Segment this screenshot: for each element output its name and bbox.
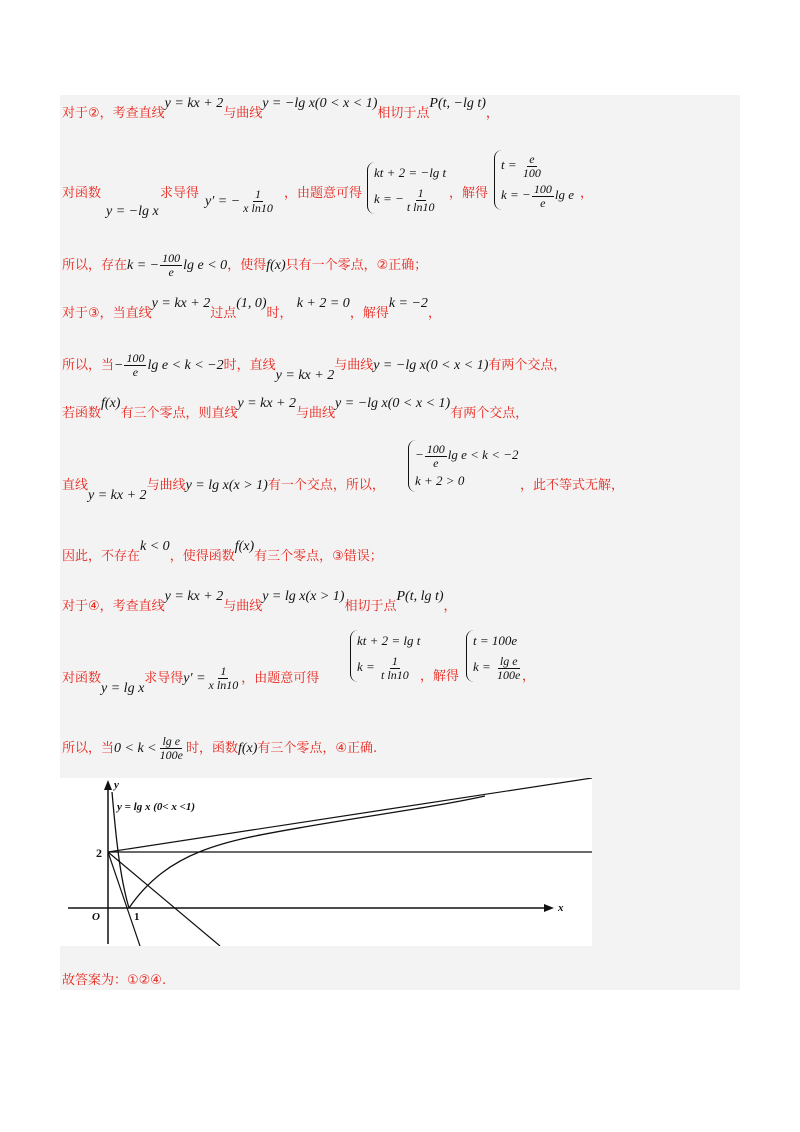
- line-2: [62, 182, 101, 201]
- text: 有三个零点，④正确.: [257, 741, 378, 756]
- equation: t = 100e: [473, 633, 518, 648]
- text: 只有一个零点，②正确；: [285, 258, 428, 273]
- line-10-end: [522, 665, 535, 684]
- text: 相切于点: [377, 106, 430, 121]
- equation-system-1: [367, 162, 446, 214]
- equation-system-2: [494, 150, 574, 210]
- graph-svg: [60, 778, 592, 946]
- y-tick-2: 2: [96, 846, 102, 860]
- text: 对函数: [62, 671, 102, 686]
- text: 与曲线: [223, 599, 263, 614]
- formula: y = kx + 2: [151, 296, 211, 311]
- formula: y = kx + 2: [275, 368, 335, 383]
- line-11: [62, 735, 377, 762]
- text: 相切于点: [344, 599, 397, 614]
- text: ，: [485, 106, 499, 121]
- equation: kt + 2 = −lg t: [374, 165, 447, 180]
- text: ，使得函数: [169, 549, 235, 564]
- line-2-end: [580, 182, 593, 201]
- text: 有一个交点，所以，: [267, 478, 385, 493]
- formula: y = lg x: [101, 681, 145, 696]
- formula: 0 < k <: [114, 741, 157, 756]
- text: ，: [522, 669, 536, 684]
- formula: y = kx + 2: [164, 96, 224, 111]
- fraction: $\frac{1}{\text{x ln10}}$: [208, 664, 239, 692]
- formula: P(t, −lg t): [429, 96, 486, 111]
- formula: lg e < 0: [183, 258, 228, 273]
- curve-label: y = lg x (0< x <1): [117, 801, 196, 813]
- fraction: $\frac{1}{\text{x ln10}}$: [243, 187, 273, 215]
- line-2-solve: [449, 182, 488, 201]
- text: 求导得: [160, 186, 200, 201]
- line-2-derivative: [205, 188, 276, 215]
- formula: y = lg x(x > 1): [262, 589, 345, 604]
- formula: y = −lg x(0 < x < 1): [335, 396, 451, 411]
- text: 若函数: [62, 406, 102, 421]
- inequality: k + 2 > 0: [415, 473, 465, 488]
- text: 时，: [266, 306, 293, 321]
- line-3: [62, 252, 427, 279]
- text: 对于②，考查直线: [62, 106, 165, 121]
- text: 与曲线: [296, 406, 336, 421]
- text: 过点: [210, 306, 237, 321]
- line-2-func: [106, 204, 159, 220]
- formula: P(t, lg t): [396, 589, 444, 604]
- y-axis-arrow: [104, 780, 112, 790]
- text: 与曲线: [334, 358, 374, 373]
- text: ，解得: [349, 306, 389, 321]
- text: ，: [580, 186, 594, 201]
- formula: f(x): [101, 396, 121, 411]
- line-10: [62, 664, 320, 696]
- formula: lg e < k < −2: [147, 358, 224, 373]
- line-6: [62, 396, 529, 422]
- line-8: [62, 539, 383, 565]
- text: 因此，不存在: [62, 549, 141, 564]
- formula: y = kx + 2: [237, 396, 297, 411]
- function-graph: [60, 778, 592, 946]
- text: ，解得: [420, 669, 460, 684]
- formula: k = −2: [388, 296, 428, 311]
- text: 对函数: [62, 186, 102, 201]
- equation: k = − $\frac{100}{e}$ lg e: [501, 181, 574, 210]
- text: 直线: [62, 478, 89, 493]
- line-7: [62, 474, 385, 503]
- line-7-end: [520, 474, 624, 493]
- text: 对于④，考查直线: [62, 599, 165, 614]
- text: 有两个交点，: [488, 358, 567, 373]
- text: 有三个零点，③错误；: [254, 549, 383, 564]
- y-axis-label: y: [114, 779, 119, 791]
- text: ，: [427, 306, 441, 321]
- equation: k = $\frac{\text{lg e}}{100e}$: [473, 653, 521, 682]
- text: 时，直线: [223, 358, 276, 373]
- answer-text: 故答案为：①②④.: [62, 973, 167, 988]
- formula: (1, 0): [236, 296, 267, 311]
- line-10-solve: [420, 665, 459, 684]
- origin-label: O: [92, 911, 100, 923]
- fraction: $\frac{100}{e}$: [162, 251, 181, 279]
- formula: y = lg x(x > 1): [185, 478, 268, 493]
- formula: k = −: [127, 258, 160, 273]
- x-axis-arrow: [544, 904, 554, 912]
- text: 所以，当: [62, 741, 115, 756]
- formula: f(x): [266, 258, 286, 273]
- formula: f(x): [234, 539, 255, 554]
- text: 与曲线: [223, 106, 263, 121]
- text: 有两个交点，: [450, 406, 529, 421]
- equation-system-3: [350, 630, 420, 682]
- text: 所以，存在: [62, 258, 128, 273]
- fraction: $\frac{100}{e}$: [126, 351, 145, 379]
- inequality-system: [408, 440, 519, 492]
- formula: −: [114, 358, 124, 373]
- text: 时，函数: [185, 741, 238, 756]
- line-through-1-0: [108, 852, 220, 946]
- line-4: [62, 296, 441, 322]
- formula: f(x): [237, 741, 258, 756]
- tangent-line-4: [108, 778, 592, 852]
- answer: [62, 969, 166, 988]
- line-5: [62, 351, 567, 383]
- inequality: − $\frac{100}{e}$ lg e < k < −2: [415, 441, 519, 470]
- formula: y′ = −: [205, 194, 241, 209]
- formula: y = −lg x(0 < x < 1): [373, 358, 489, 373]
- text: 所以，当: [62, 358, 115, 373]
- formula: y′ =: [183, 671, 206, 686]
- formula: k + 2 = 0: [296, 296, 350, 311]
- text: 求导得: [144, 671, 184, 686]
- equation: k = − $\frac{1}{\text{t ln10}}$: [374, 185, 435, 214]
- line-2-derive: [160, 182, 199, 201]
- formula: k < 0: [140, 539, 170, 554]
- line-2-cond: [284, 182, 362, 201]
- formula: y = kx + 2: [88, 488, 147, 503]
- equation-system-4: [466, 630, 523, 682]
- line-1: [62, 96, 499, 122]
- text: 与曲线: [146, 478, 186, 493]
- text: ，: [443, 599, 457, 614]
- text: 对于③，当直线: [62, 306, 152, 321]
- formula: y = −lg x(0 < x < 1): [262, 96, 378, 111]
- x-tick-1: 1: [134, 911, 140, 923]
- text: ，此不等式无解，: [520, 478, 625, 493]
- text: ，由题意可得: [284, 186, 363, 201]
- equation: k = $\frac{1}{\text{t ln10}}$: [357, 653, 409, 682]
- equation: kt + 2 = lg t: [357, 633, 421, 648]
- formula: y = −lg x: [106, 204, 159, 219]
- line-9: [62, 589, 457, 615]
- x-axis-label: x: [558, 902, 564, 914]
- formula: y = kx + 2: [164, 589, 224, 604]
- fraction: $\frac{\text{lg e}}{100e}$: [159, 734, 183, 762]
- text: ，由题意可得: [241, 671, 320, 686]
- text: 有三个零点，则直线: [120, 406, 238, 421]
- text: ，解得: [449, 186, 489, 201]
- text: ，使得: [227, 258, 267, 273]
- equation: t = $\frac{e}{100}$: [501, 151, 541, 180]
